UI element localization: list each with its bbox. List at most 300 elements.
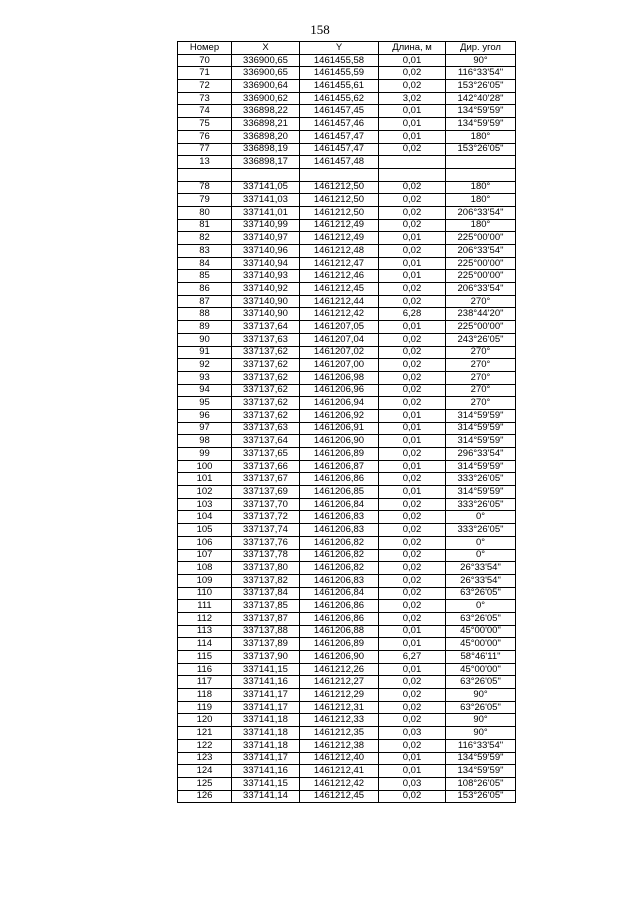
table-row [178,600,516,613]
table-row [178,663,516,676]
cell-y: 1461212,35 [300,727,379,740]
cell-length: 0,02 [379,600,446,613]
cell-direction-angle: 45°00'00" [446,625,516,638]
cell-direction-angle: 333°26'05" [446,498,516,511]
cell-x: 337137,82 [232,574,300,587]
cell-number: 106 [178,536,232,549]
cell-y: 1461206,83 [300,511,379,524]
cell-x: 337141,17 [232,701,300,714]
table-body [178,54,516,803]
cell-number: 82 [178,232,232,245]
table-row [178,270,516,283]
cell-x: 337141,18 [232,739,300,752]
table-row [178,587,516,600]
cell-length: 0,01 [379,422,446,435]
cell-length: 0,01 [379,638,446,651]
cell-direction-angle: 45°00'00" [446,638,516,651]
cell-number [178,168,232,181]
cell-x: 337137,64 [232,435,300,448]
cell-length: 0,01 [379,257,446,270]
cell-x: 336900,65 [232,54,300,67]
table-row [178,422,516,435]
table-row [178,168,516,181]
cell-y: 1461207,02 [300,346,379,359]
cell-x: 337141,01 [232,206,300,219]
cell-length: 0,02 [379,473,446,486]
cell-length: 0,01 [379,765,446,778]
cell-direction-angle: 180° [446,194,516,207]
cell-y: 1461455,61 [300,80,379,93]
cell-direction-angle: 0° [446,549,516,562]
cell-y: 1461212,45 [300,790,379,803]
cell-number: 114 [178,638,232,651]
cell-number: 98 [178,435,232,448]
cell-x: 336898,21 [232,118,300,131]
cell-number: 88 [178,308,232,321]
cell-length: 0,02 [379,295,446,308]
cell-number: 116 [178,663,232,676]
cell-number: 115 [178,651,232,664]
cell-direction-angle: 116°33'54" [446,739,516,752]
cell-x: 337137,80 [232,562,300,575]
cell-length [379,156,446,169]
cell-direction-angle: 333°26'05" [446,473,516,486]
cell-y: 1461455,58 [300,54,379,67]
cell-length: 0,02 [379,283,446,296]
cell-length: 0,02 [379,701,446,714]
cell-direction-angle: 270° [446,371,516,384]
cell-y: 1461212,50 [300,194,379,207]
cell-y: 1461206,89 [300,448,379,461]
cell-number: 76 [178,130,232,143]
cell-length: 0,02 [379,714,446,727]
cell-x: 337137,88 [232,625,300,638]
cell-direction-angle: 90° [446,727,516,740]
cell-x: 337137,66 [232,460,300,473]
table-row [178,651,516,664]
table-row [178,409,516,422]
cell-number: 110 [178,587,232,600]
cell-y: 1461212,31 [300,701,379,714]
cell-x: 337137,65 [232,448,300,461]
table-row [178,105,516,118]
table-row [178,727,516,740]
cell-direction-angle: 270° [446,346,516,359]
cell-number: 74 [178,105,232,118]
cell-direction-angle [446,168,516,181]
cell-direction-angle: 180° [446,181,516,194]
cell-y: 1461212,41 [300,765,379,778]
table-row [178,118,516,131]
cell-length: 0,02 [379,676,446,689]
cell-length: 0,02 [379,574,446,587]
cell-y: 1461206,84 [300,587,379,600]
cell-x: 337137,63 [232,333,300,346]
cell-number: 96 [178,409,232,422]
cell-y: 1461455,59 [300,67,379,80]
cell-length: 0,01 [379,752,446,765]
cell-y: 1461455,62 [300,92,379,105]
cell-number: 118 [178,689,232,702]
cell-y: 1461212,49 [300,219,379,232]
cell-direction-angle: 63°26'05" [446,612,516,625]
cell-number: 104 [178,511,232,524]
cell-y: 1461206,84 [300,498,379,511]
table-row [178,257,516,270]
cell-direction-angle: 90° [446,54,516,67]
cell-y: 1461212,47 [300,257,379,270]
cell-x: 336898,22 [232,105,300,118]
cell-number: 107 [178,549,232,562]
cell-x: 337140,94 [232,257,300,270]
cell-y: 1461212,40 [300,752,379,765]
cell-y: 1461212,27 [300,676,379,689]
cell-number: 112 [178,612,232,625]
cell-y: 1461212,50 [300,181,379,194]
cell-length: 0,01 [379,409,446,422]
cell-x: 337137,63 [232,422,300,435]
cell-length: 0,02 [379,346,446,359]
cell-number: 90 [178,333,232,346]
cell-direction-angle: 0° [446,536,516,549]
cell-direction-angle: 0° [446,600,516,613]
page-number: 158 [310,22,330,37]
cell-x: 337137,87 [232,612,300,625]
table-row [178,460,516,473]
cell-direction-angle: 225°00'00" [446,270,516,283]
cell-direction-angle: 270° [446,397,516,410]
cell-direction-angle: 153°26'05" [446,790,516,803]
cell-x: 337137,62 [232,346,300,359]
cell-y: 1461212,45 [300,283,379,296]
table-row [178,346,516,359]
table-row [178,689,516,702]
cell-number: 83 [178,245,232,258]
cell-length: 0,02 [379,739,446,752]
cell-x: 337140,96 [232,245,300,258]
cell-direction-angle: 90° [446,714,516,727]
cell-number: 105 [178,524,232,537]
cell-number: 77 [178,143,232,156]
cell-direction-angle: 142°40'28" [446,92,516,105]
cell-y: 1461206,88 [300,625,379,638]
table-row [178,498,516,511]
cell-direction-angle: 26°33'54" [446,574,516,587]
cell-y: 1461206,83 [300,524,379,537]
cell-length: 0,01 [379,54,446,67]
cell-direction-angle: 314°59'59" [446,435,516,448]
cell-length: 0,01 [379,130,446,143]
cell-direction-angle: 0° [446,511,516,524]
cell-number: 121 [178,727,232,740]
cell-length [379,168,446,181]
cell-number: 101 [178,473,232,486]
cell-number: 122 [178,739,232,752]
cell-y: 1461206,83 [300,574,379,587]
table-row [178,714,516,727]
table-row [178,92,516,105]
cell-x: 337141,15 [232,777,300,790]
table-row [178,384,516,397]
cell-y: 1461207,05 [300,321,379,334]
cell-number: 79 [178,194,232,207]
header-y: Y [300,42,379,55]
cell-y: 1461206,98 [300,371,379,384]
cell-y: 1461206,90 [300,651,379,664]
cell-x: 337137,64 [232,321,300,334]
cell-y: 1461212,46 [300,270,379,283]
cell-x: 337137,67 [232,473,300,486]
cell-number: 75 [178,118,232,131]
cell-y: 1461206,82 [300,562,379,575]
cell-x: 337141,15 [232,663,300,676]
cell-x: 337141,16 [232,676,300,689]
cell-x: 337141,16 [232,765,300,778]
cell-length: 0,02 [379,194,446,207]
cell-length: 0,02 [379,397,446,410]
cell-x: 337137,85 [232,600,300,613]
cell-x: 337141,03 [232,194,300,207]
cell-number: 81 [178,219,232,232]
table-row [178,790,516,803]
cell-x: 337141,14 [232,790,300,803]
cell-direction-angle: 134°59'59" [446,118,516,131]
cell-direction-angle: 238°44'20" [446,308,516,321]
cell-direction-angle: 206°33'54" [446,206,516,219]
cell-number: 125 [178,777,232,790]
cell-x: 336900,64 [232,80,300,93]
cell-y: 1461206,86 [300,600,379,613]
cell-length: 0,02 [379,524,446,537]
cell-x: 337137,62 [232,359,300,372]
cell-length: 0,01 [379,460,446,473]
cell-direction-angle: 134°59'59" [446,105,516,118]
cell-x: 337137,62 [232,397,300,410]
table-row [178,448,516,461]
cell-x: 337137,62 [232,384,300,397]
cell-number: 78 [178,181,232,194]
table-row [178,295,516,308]
cell-y: 1461212,48 [300,245,379,258]
cell-x: 337140,92 [232,283,300,296]
table-row [178,54,516,67]
cell-length: 0,02 [379,219,446,232]
cell-length: 0,02 [379,562,446,575]
cell-length: 0,02 [379,181,446,194]
cell-direction-angle: 134°59'59" [446,765,516,778]
cell-direction-angle: 63°26'05" [446,701,516,714]
table-row [178,308,516,321]
cell-number: 108 [178,562,232,575]
cell-length: 0,01 [379,663,446,676]
cell-y: 1461212,50 [300,206,379,219]
cell-direction-angle: 153°26'05" [446,80,516,93]
table-row [178,219,516,232]
table-row [178,739,516,752]
cell-direction-angle: 270° [446,295,516,308]
cell-number: 94 [178,384,232,397]
cell-direction-angle: 45°00'00" [446,663,516,676]
cell-length: 6,28 [379,308,446,321]
cell-y: 1461457,45 [300,105,379,118]
cell-y: 1461206,87 [300,460,379,473]
cell-direction-angle: 58°46'11" [446,651,516,664]
cell-y [300,168,379,181]
table-row [178,625,516,638]
cell-direction-angle: 153°26'05" [446,143,516,156]
cell-y: 1461212,38 [300,739,379,752]
cell-x: 337141,17 [232,752,300,765]
cell-x: 337137,76 [232,536,300,549]
cell-number: 71 [178,67,232,80]
cell-length: 0,02 [379,511,446,524]
cell-length: 0,01 [379,486,446,499]
table-row [178,752,516,765]
cell-length: 0,02 [379,80,446,93]
cell-number: 85 [178,270,232,283]
cell-direction-angle: 108°26'05" [446,777,516,790]
cell-y: 1461457,48 [300,156,379,169]
cell-x: 337137,90 [232,651,300,664]
cell-direction-angle: 90° [446,689,516,702]
cell-x: 337137,62 [232,371,300,384]
table-row [178,549,516,562]
cell-number: 13 [178,156,232,169]
cell-number: 111 [178,600,232,613]
cell-length: 0,02 [379,245,446,258]
cell-y: 1461212,44 [300,295,379,308]
cell-number: 109 [178,574,232,587]
cell-y: 1461206,82 [300,536,379,549]
cell-length: 0,02 [379,67,446,80]
cell-x: 337140,93 [232,270,300,283]
cell-direction-angle: 180° [446,130,516,143]
cell-length: 0,01 [379,105,446,118]
table-row [178,333,516,346]
cell-x: 337140,90 [232,295,300,308]
cell-number: 119 [178,701,232,714]
cell-y: 1461207,04 [300,333,379,346]
cell-y: 1461206,89 [300,638,379,651]
table-row [178,245,516,258]
cell-length: 0,02 [379,206,446,219]
cell-number: 86 [178,283,232,296]
cell-x: 337141,18 [232,714,300,727]
cell-length: 0,01 [379,232,446,245]
cell-y: 1461206,90 [300,435,379,448]
table-row [178,612,516,625]
cell-number: 72 [178,80,232,93]
cell-y: 1461206,82 [300,549,379,562]
cell-x: 336898,20 [232,130,300,143]
cell-x: 337140,99 [232,219,300,232]
cell-y: 1461206,94 [300,397,379,410]
table-row [178,562,516,575]
cell-length: 0,02 [379,448,446,461]
cell-direction-angle: 116°33'54" [446,67,516,80]
table-row [178,156,516,169]
cell-direction-angle: 225°00'00" [446,321,516,334]
cell-direction-angle: 270° [446,359,516,372]
table-row [178,511,516,524]
cell-length: 0,02 [379,384,446,397]
table-row [178,67,516,80]
cell-length: 0,03 [379,777,446,790]
cell-direction-angle: 134°59'59" [446,752,516,765]
cell-direction-angle: 225°00'00" [446,232,516,245]
cell-x: 336900,65 [232,67,300,80]
cell-direction-angle: 270° [446,384,516,397]
cell-length: 6,27 [379,651,446,664]
cell-number: 95 [178,397,232,410]
cell-y: 1461206,86 [300,612,379,625]
cell-y: 1461212,26 [300,663,379,676]
header-length: Длина, м [379,42,446,55]
cell-length: 0,01 [379,118,446,131]
cell-direction-angle: 296°33'54" [446,448,516,461]
cell-length: 0,01 [379,435,446,448]
table-row [178,435,516,448]
cell-direction-angle: 243°26'05" [446,333,516,346]
cell-x: 337137,78 [232,549,300,562]
table-row [178,232,516,245]
cell-y: 1461212,42 [300,777,379,790]
cell-length: 0,01 [379,625,446,638]
cell-length: 0,01 [379,321,446,334]
cell-y: 1461206,92 [300,409,379,422]
cell-y: 1461457,47 [300,130,379,143]
cell-number: 126 [178,790,232,803]
cell-number: 89 [178,321,232,334]
table-row [178,143,516,156]
cell-length: 0,02 [379,359,446,372]
table-row [178,206,516,219]
table-row [178,181,516,194]
cell-direction-angle: 225°00'00" [446,257,516,270]
cell-x: 337137,69 [232,486,300,499]
cell-x: 336898,17 [232,156,300,169]
cell-number: 92 [178,359,232,372]
cell-length: 0,02 [379,498,446,511]
cell-direction-angle [446,156,516,169]
cell-y: 1461206,91 [300,422,379,435]
cell-x: 337137,89 [232,638,300,651]
table-row [178,321,516,334]
cell-number: 91 [178,346,232,359]
cell-direction-angle: 314°59'59" [446,486,516,499]
cell-x: 337137,84 [232,587,300,600]
header-row [178,42,516,55]
table-row [178,371,516,384]
coordinates-table [177,41,516,803]
cell-number: 102 [178,486,232,499]
table-row [178,676,516,689]
cell-length: 0,02 [379,549,446,562]
cell-y: 1461206,85 [300,486,379,499]
cell-x: 337141,17 [232,689,300,702]
cell-x [232,168,300,181]
cell-number: 70 [178,54,232,67]
cell-length: 0,02 [379,143,446,156]
cell-length: 0,02 [379,587,446,600]
cell-y: 1461212,29 [300,689,379,702]
cell-number: 124 [178,765,232,778]
cell-x: 337137,74 [232,524,300,537]
cell-y: 1461206,86 [300,473,379,486]
table-row [178,638,516,651]
header-number: Номер [178,42,232,55]
cell-y: 1461457,47 [300,143,379,156]
